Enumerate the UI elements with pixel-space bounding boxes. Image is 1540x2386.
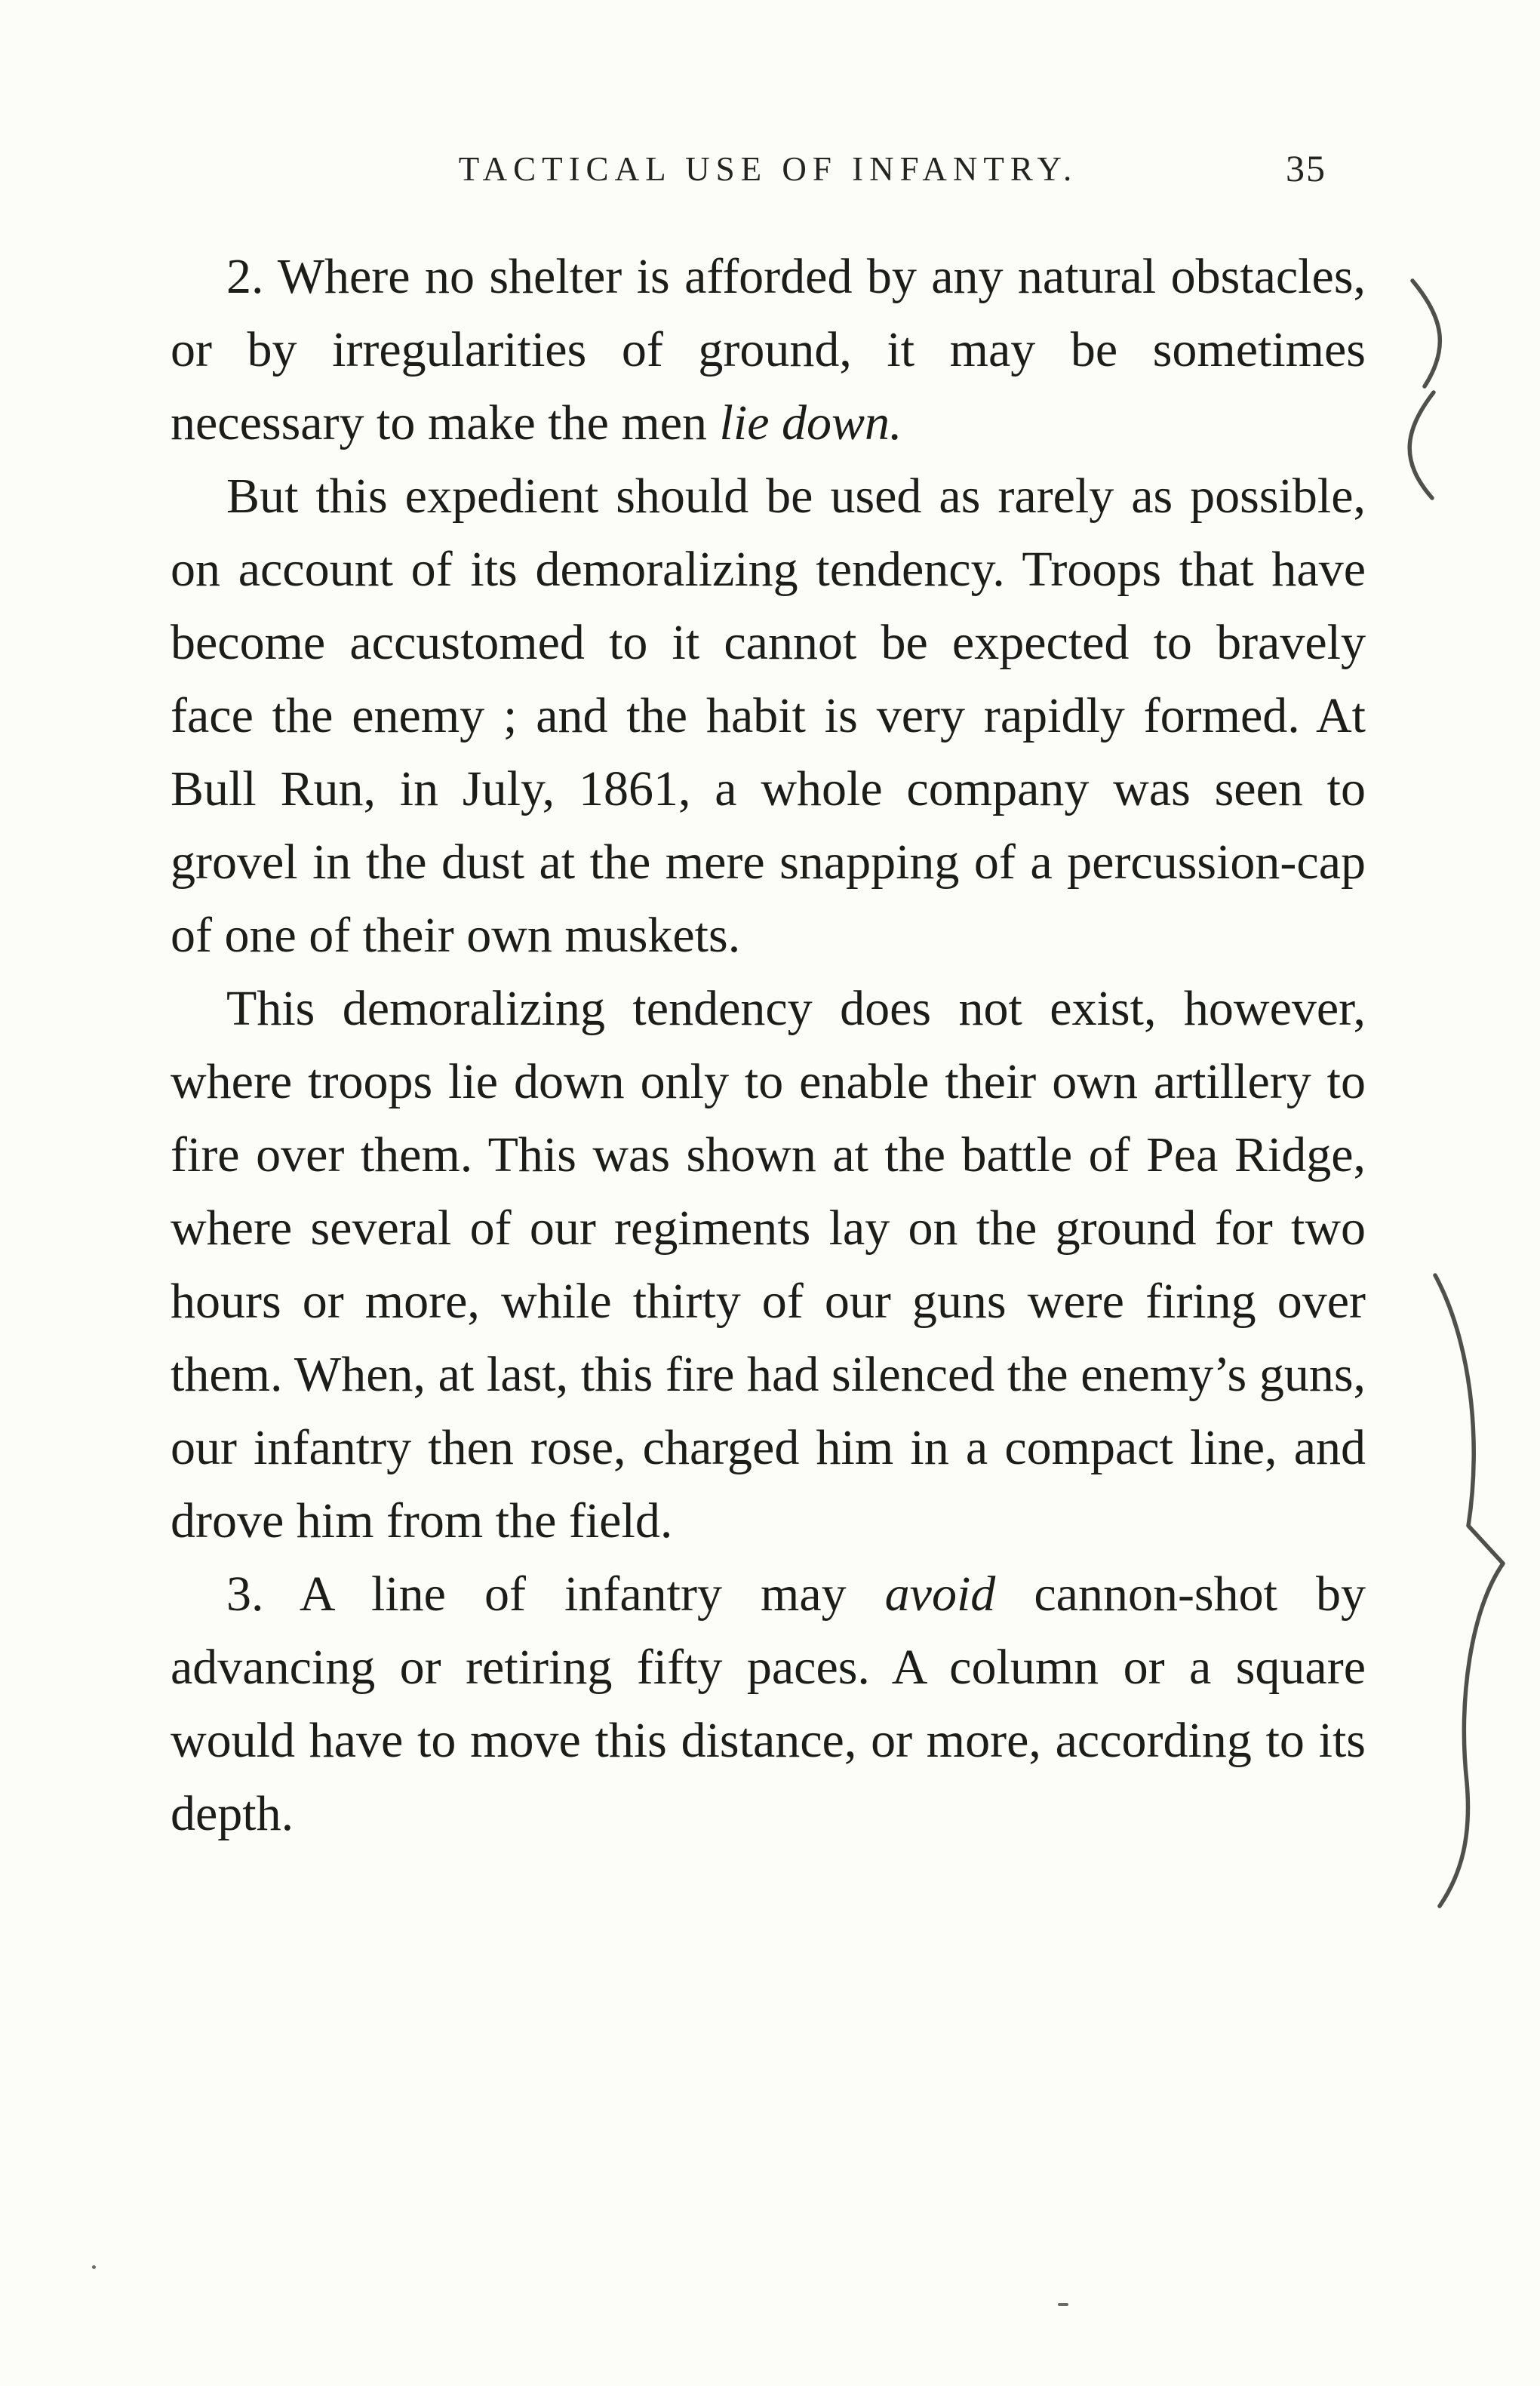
margin-paren-mark-bottom-icon: [1409, 392, 1434, 498]
page-header: [171, 149, 1366, 189]
page-number: 35: [1286, 147, 1326, 189]
paragraph-text-italic: avoid: [884, 1567, 996, 1622]
paragraph-cannon-shot: [171, 1557, 1366, 1850]
paragraph-text: But this expedient should be used as rarely as possible, on account of its demoralizing tendency. Troops that have become accustomed to it cannot be expected to bravely face the enemy ; and the habit is very rapidly formed. At Bull Run, in July, 1861, a whole company was seen to grovel in the dust at the mere snapping of a percussion-cap of one of their own muskets.: [171, 469, 1366, 963]
margin-paren-mark-top-icon: [1412, 281, 1440, 386]
paragraph-shelter: [171, 240, 1366, 460]
paragraph-pea-ridge: [171, 972, 1366, 1557]
scan-speck: [92, 2265, 96, 2269]
margin-brace-mark-icon: [1435, 1275, 1503, 1906]
paragraph-text: cannon-shot by advancing or retiring fifty paces. A column or a square would have to move this distance, or more, according to its depth.: [171, 1567, 1366, 1841]
paragraph-expedient: [171, 460, 1366, 972]
paragraph-text-italic: lie down.: [719, 395, 902, 450]
paragraph-text: This demoralizing tendency does not exist, however, where troops lie down only to enable their own artillery to fire over them. This was shown at the battle of Pea Ridge, where several of our regiments lay on the ground for two hours or more, while thirty of our guns were firing over them. When, at last, this fire had silenced the enemy’s guns, our infantry then rose, charged him in a compact line, and drove him from the field.: [171, 981, 1366, 1548]
running-title: TACTICAL USE OF INFANTRY.: [458, 150, 1078, 188]
paragraph-text: 2. Where no shelter is afforded by any natural obstacles, or by irregularities of ground, it may be sometimes necessary to make the men: [171, 249, 1366, 450]
page-body: [171, 240, 1366, 1850]
scan-speck: [1058, 2303, 1068, 2306]
paragraph-text: 3. A line of infantry may: [226, 1567, 885, 1622]
